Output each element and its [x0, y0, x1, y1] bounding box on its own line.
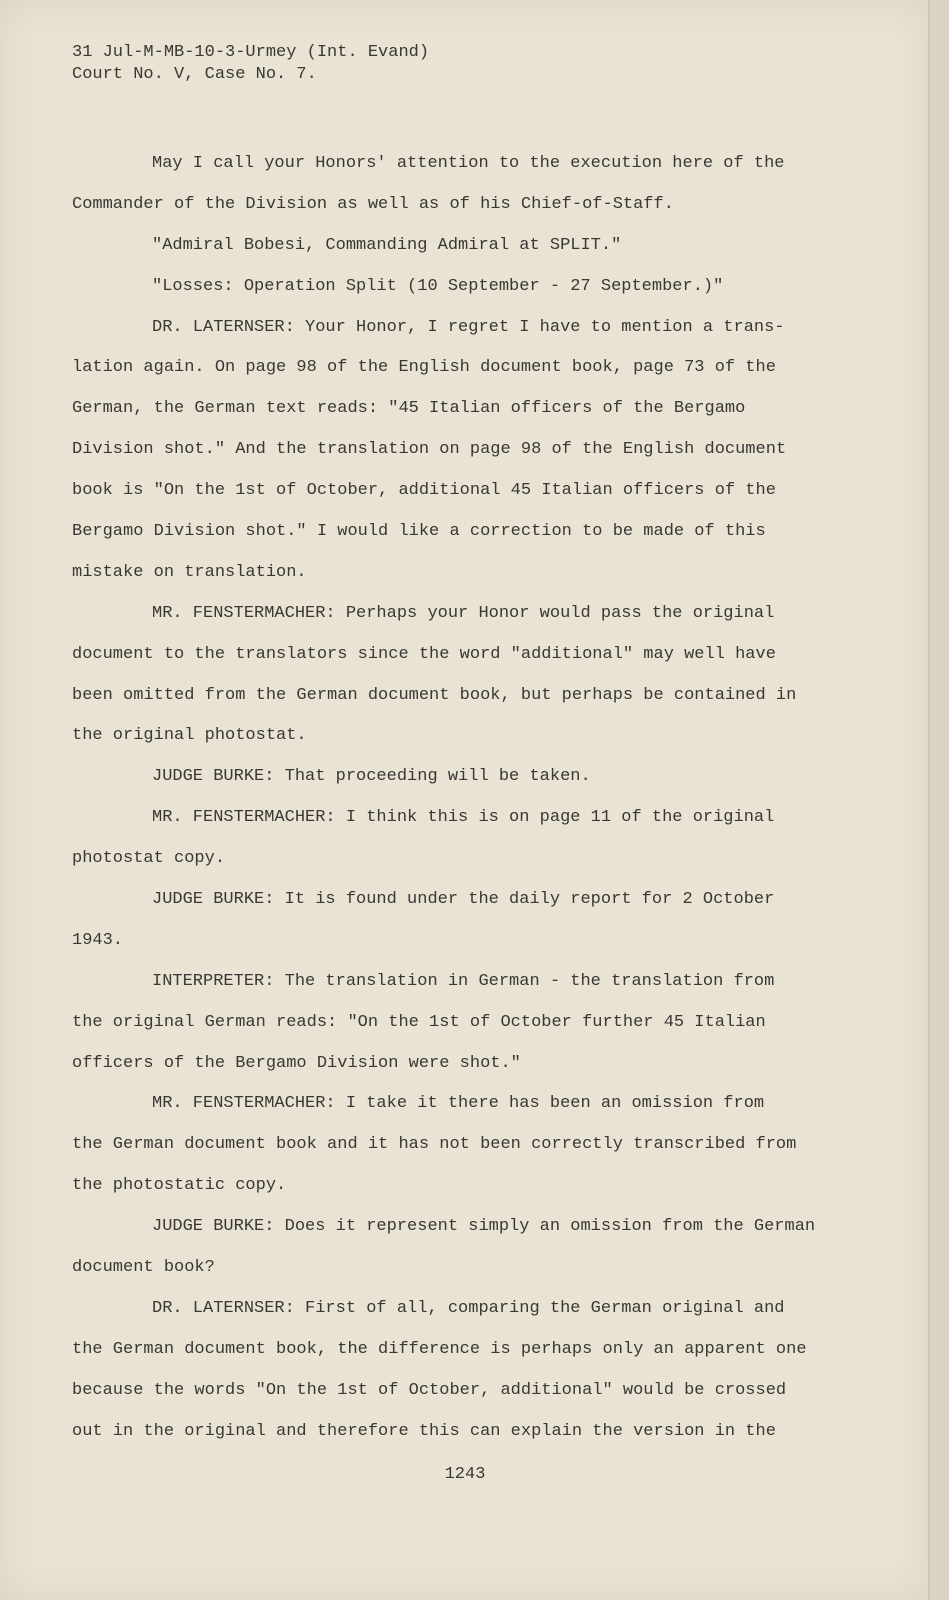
transcript-line: DR. LATERNSER: First of all, comparing the German original and	[152, 1298, 785, 1318]
transcript-line: mistake on translation.	[72, 562, 307, 582]
transcript-line: document book?	[72, 1258, 215, 1278]
transcript-line: lation again. On page 98 of the English document book, page 73 of the	[72, 358, 776, 378]
transcript-line: Bergamo Division shot." I would like a correction to be made of this	[72, 522, 766, 542]
page-number: 1243	[444, 1465, 486, 1484]
transcript-body	[72, 144, 832, 1453]
transcript-line: INTERPRETER: The translation in German - the translation from	[152, 971, 775, 991]
transcript-line: the original photostat.	[72, 726, 307, 746]
transcript-line: May I call your Honors' attention to the execution here of the	[152, 154, 785, 173]
transcript-line: book is "On the 1st of October, additional 45 Italian officers of the	[72, 481, 776, 501]
transcript-line: German, the German text reads: "45 Italian officers of the Bergamo	[72, 399, 746, 419]
transcript-line: Division shot." And the translation on page 98 of the English document	[72, 440, 787, 460]
transcript-line: document to the translators since the word "additional" may well have	[72, 644, 776, 664]
header-line-1: 31 Jul-M-MB-10-3-Urmey (Int. Evand)	[72, 43, 430, 62]
transcript-line: the German document book and it has not been correctly transcribed from	[72, 1135, 797, 1155]
transcript-line: out in the original and therefore this can explain the version in the	[72, 1421, 776, 1441]
transcript-line: JUDGE BURKE: That proceeding will be taken.	[152, 767, 591, 787]
transcript-line: MR. FENSTERMACHER: Perhaps your Honor would pass the original	[152, 603, 775, 623]
document-header	[72, 42, 429, 86]
transcript-line: Commander of the Division as well as of his Chief-of-Staff.	[72, 194, 674, 214]
transcript-line: the original German reads: "On the 1st of October further 45 Italian	[72, 1012, 766, 1032]
transcript-line: the photostatic copy.	[72, 1176, 287, 1196]
transcript-line: DR. LATERNSER: Your Honor, I regret I have to mention a trans-	[152, 317, 785, 337]
transcript-line: MR. FENSTERMACHER: I take it there has been an omission from	[152, 1094, 765, 1114]
transcript-line: JUDGE BURKE: Does it represent simply an omission from the German	[152, 1217, 816, 1237]
transcript-line: "Admiral Bobesi, Commanding Admiral at SPLIT."	[152, 235, 622, 255]
transcript-line: photostat copy.	[72, 849, 226, 869]
transcript-line: JUDGE BURKE: It is found under the daily report for 2 October	[152, 890, 775, 910]
transcript-line: been omitted from the German document book, but perhaps be contained in	[72, 685, 797, 705]
transcript-line: 1943.	[72, 930, 124, 950]
transcript-line: because the words "On the 1st of October, additional" would be crossed	[72, 1380, 787, 1400]
header-line-2: Court No. V, Case No. 7.	[72, 65, 317, 84]
transcript-line: officers of the Bergamo Division were shot."	[72, 1053, 521, 1073]
transcript-line: the German document book, the difference is perhaps only an apparent one	[72, 1339, 807, 1359]
transcript-line: MR. FENSTERMACHER: I think this is on page 11 of the original	[152, 808, 775, 828]
transcript-line: "Losses: Operation Split (10 September - 27 September.)"	[152, 276, 724, 296]
